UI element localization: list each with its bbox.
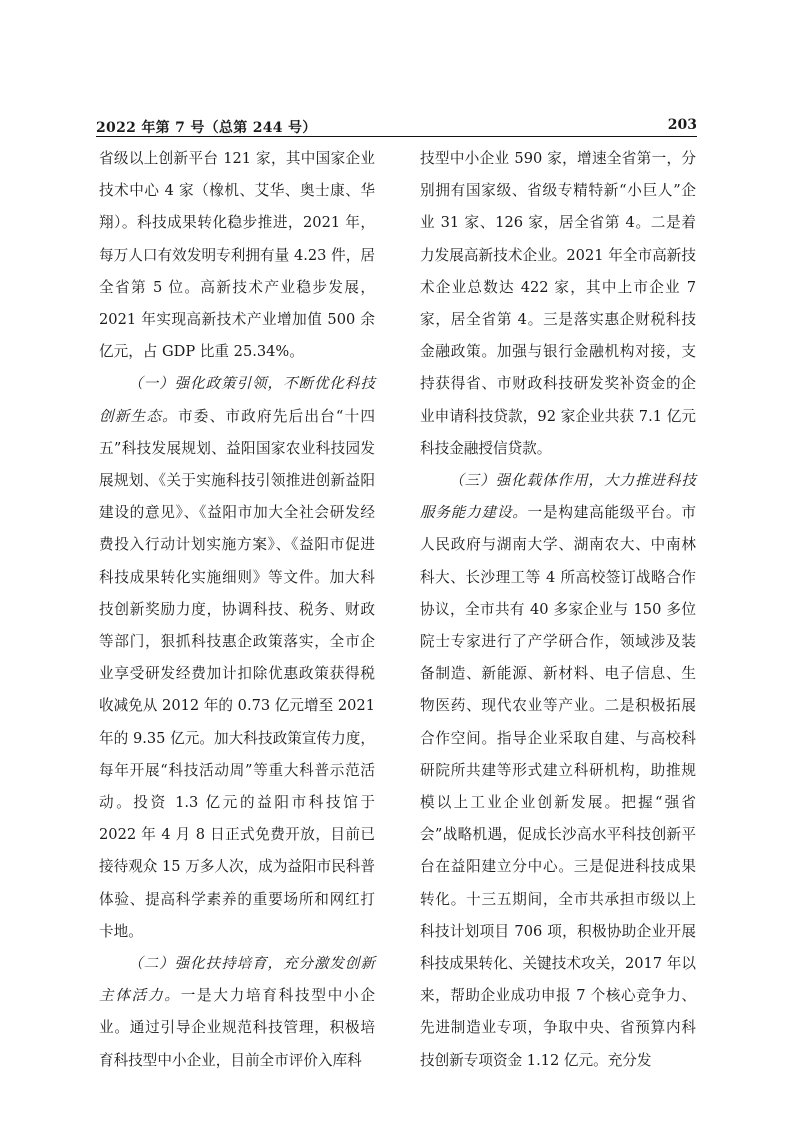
paragraph bbox=[99, 368, 375, 948]
paragraph bbox=[420, 465, 696, 1077]
paragraph-body: 市委、市政府先后出台“十四五”科技发展规划、益阳国家农业科技园发展规划、《关于实施科技引领推进创新益阳建设的意见》、《益阳市加大全社会研发经费投入行动计划实施方案》、《益阳市促进科技成果转化实施细则》等文件。加大科技创新奖励力度，协调科技、税务、财政等部门，狠抓科技惠企政策落实，全市企业享受研发经费加计扣除优惠政策获得税收减免从 2012 年的 0.73 亿元增至 2021 年的 9.35 亿元。加大科技政策宣传力度，每年开展“科技活动周”等重大科普示范活动。投资 1.3 亿元的益阳市科技馆于 2022 年 4 月 8 日正式免费开放，目前已接待观众 15 万多人次，成为益阳市民科普体验、提高科学素养的重要场所和网红打卡地。 bbox=[99, 407, 375, 940]
section-heading: （三）强化载体作用，大力推进科技服务能力建设。 bbox=[420, 472, 696, 522]
section-heading: （二）强化扶持培育，充分激发创新主体活力。 bbox=[99, 955, 375, 1005]
section-heading: （一）强化政策引领，不断优化科技创新生态。 bbox=[99, 375, 375, 425]
right-column bbox=[420, 143, 696, 1077]
paragraph: 省级以上创新平台 121 家，其中国家企业技术中心 4 家（橡机、艾华、奥士康、华翔）。科技成果转化稳步推进，2021 年，每万人口有效发明专利拥有量 4.23 件，居全省第 5 位。高新技术产业稳步发展，2021 年实现高新技术产业增加值 500 余亿元，占 GDP 比重 25.34%。 bbox=[99, 150, 375, 361]
paragraph bbox=[99, 948, 375, 1077]
header-rule bbox=[96, 136, 697, 137]
paragraph-body: 一是大力培育科技型中小企业。通过引导企业规范科技管理，积极培育科技型中小企业，目前全市评价入库科 bbox=[99, 987, 375, 1069]
paragraph-body: 一是构建高能级平台。市人民政府与湖南大学、湖南农大、中南林科大、长沙理工等 4 所高校签订战略合作协议，全市共有 40 多家企业与 150 多位院士专家进行了产学研合作，领域涉及装备制造、新能源、新材料、电子信息、生物医药、现代农业等产业。二是积极拓展合作空间。指导企业采取自建、与高校科研院所共建等形式建立科研机构，助推规模以上工业企业创新发展。把握“强省会”战略机遇，促成长沙高水平科技创新平台在益阳建立分中心。三是促进科技成果转化。十三五期间，全市共承担市级以上科技计划项目 706 项，积极协助企业开展科技成果转化、关键技术攻关，2017 年以来，帮助企业成功申报 7 个核心竞争力、先进制造业专项，争取中央、省预算内科技创新专项资金 1.12 亿元。充分发 bbox=[420, 504, 696, 1069]
page-number: 203 bbox=[667, 117, 697, 133]
running-header bbox=[96, 115, 697, 137]
paragraph: 技型中小企业 590 家，增速全省第一，分别拥有国家级、省级专精特新“小巨人”企业 31 家、126 家，居全省第 4。二是着力发展高新技术企业。2021 年全市高新技术企业总数达 422 家，其中上市企业 7 家，居全省第 4。三是落实惠企财税科技金融政策。加强与银行金融机构对接，支持获得省、市财政科技研发奖补资金的企业申请科技贷款，92 家企业共获 7.1 亿元科技金融授信贷款。 bbox=[420, 150, 696, 457]
left-column bbox=[99, 143, 375, 1077]
journal-issue: 2022 年第 7 号（总第 244 号） bbox=[96, 120, 317, 136]
